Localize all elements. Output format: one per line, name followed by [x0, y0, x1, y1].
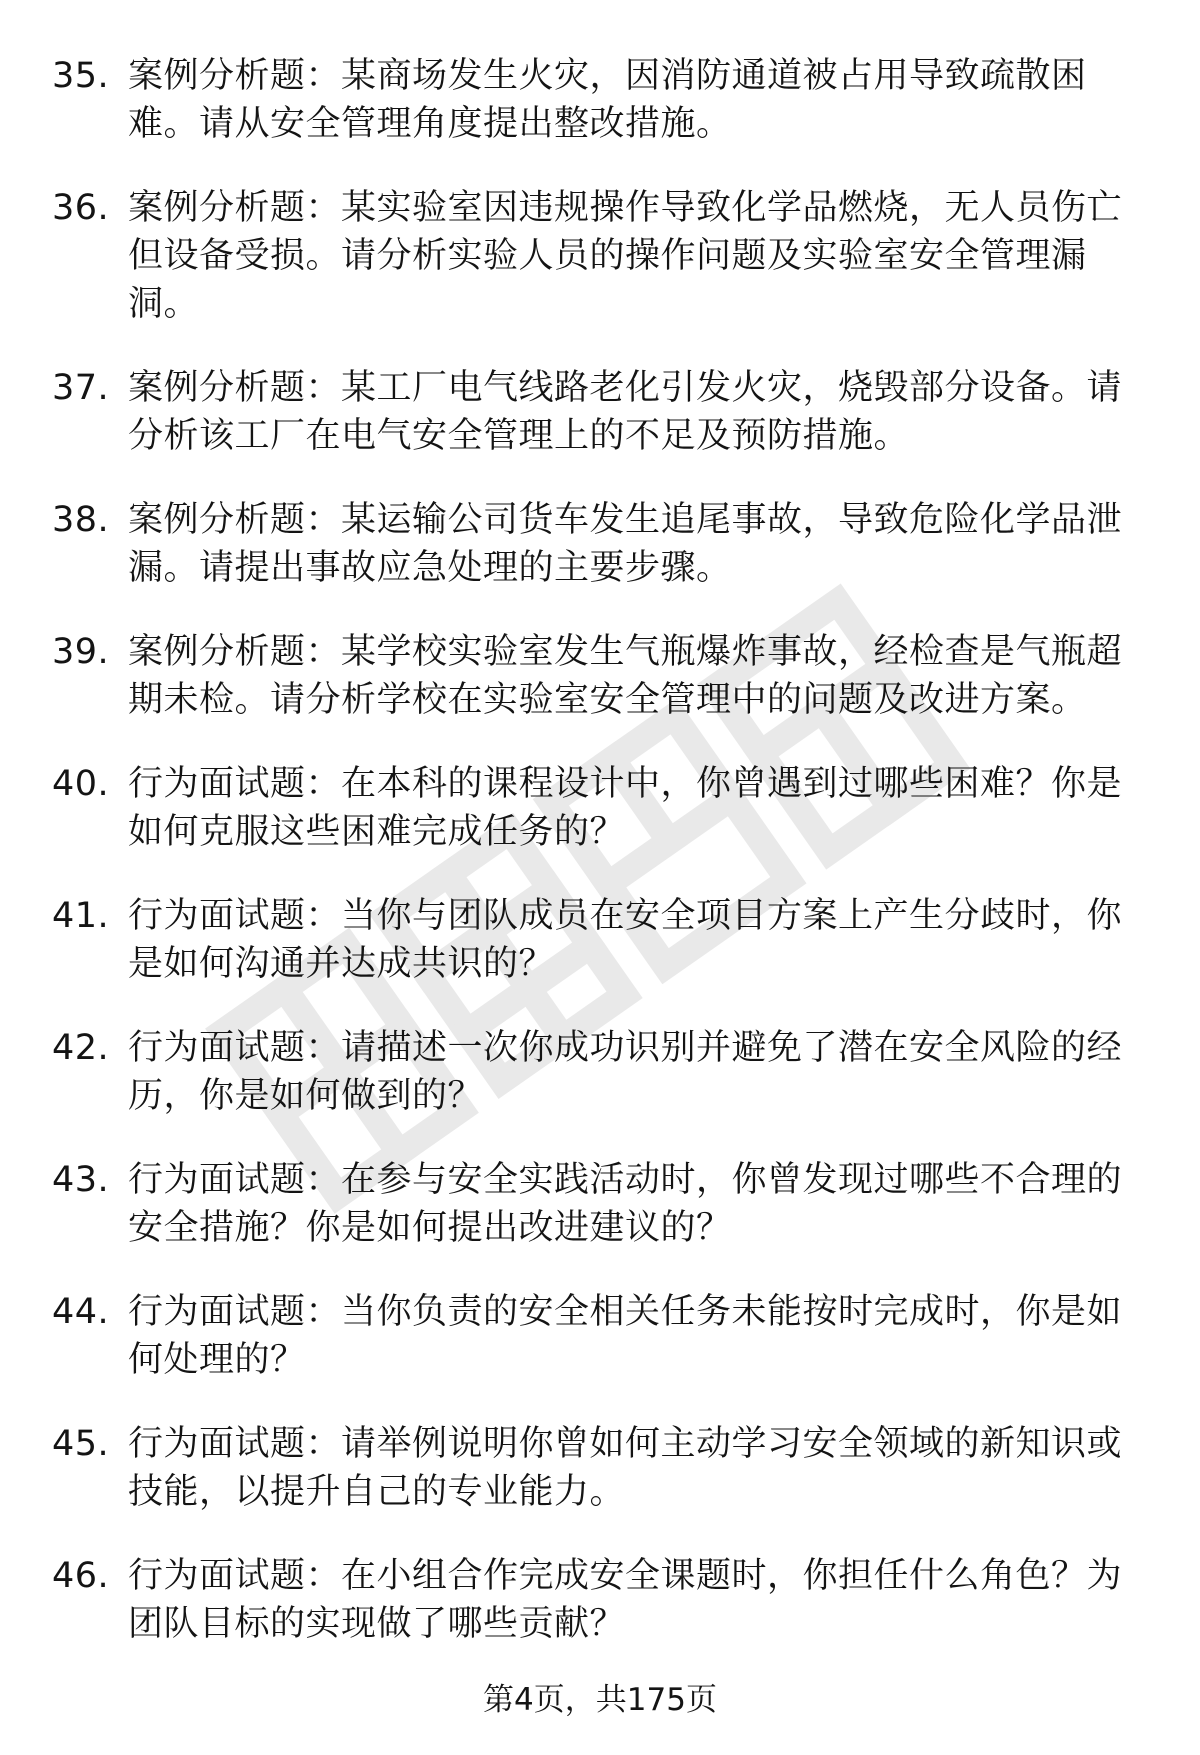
question-item [0, 1420, 1200, 1516]
question-number: 46. [52, 1556, 110, 1596]
question-item [0, 364, 1200, 460]
question-item [0, 1552, 1200, 1648]
question-text: 行为面试题：请举例说明你曾如何主动学习安全领域的新知识或技能，以提升自己的专业能力。 [128, 1424, 1123, 1512]
question-text: 行为面试题：在参与安全实践活动时，你曾发现过哪些不合理的安全措施？你是如何提出改进建议的？ [128, 1160, 1123, 1248]
question-number: 44. [52, 1292, 110, 1332]
question-item [0, 184, 1200, 328]
question-text: 案例分析题：某学校实验室发生气瓶爆炸事故，经检查是气瓶超期未检。请分析学校在实验室安全管理中的问题及改进方案。 [128, 632, 1123, 720]
question-text: 行为面试题：请描述一次你成功识别并避免了潜在安全风险的经历，你是如何做到的？ [128, 1028, 1123, 1116]
question-number: 39. [52, 632, 110, 672]
question-text: 案例分析题：某实验室因违规操作导致化学品燃烧，无人员伤亡但设备受损。请分析实验人员的操作问题及实验室安全管理漏洞。 [128, 188, 1123, 324]
question-number: 37. [52, 368, 110, 408]
page-number-footer: 第4页，共175页 [483, 1682, 717, 1718]
question-number: 41. [52, 896, 110, 936]
question-item [0, 496, 1200, 592]
question-text: 案例分析题：某运输公司货车发生追尾事故，导致危险化学品泄漏。请提出事故应急处理的主要步骤。 [128, 500, 1123, 588]
question-number: 43. [52, 1160, 110, 1200]
question-text: 行为面试题：当你负责的安全相关任务未能按时完成时，你是如何处理的？ [128, 1292, 1123, 1380]
question-number: 40. [52, 764, 110, 804]
question-item [0, 52, 1200, 148]
question-number: 42. [52, 1028, 110, 1068]
question-text: 行为面试题：在本科的课程设计中，你曾遇到过哪些困难？你是如何克服这些困难完成任务的？ [128, 764, 1123, 852]
question-number: 38. [52, 500, 110, 540]
question-item [0, 1156, 1200, 1252]
question-number: 36. [52, 188, 110, 228]
question-text: 行为面试题：当你与团队成员在安全项目方案上产生分歧时，你是如何沟通并达成共识的？ [128, 896, 1123, 984]
question-text: 案例分析题：某商场发生火灾，因消防通道被占用导致疏散困难。请从安全管理角度提出整改措施。 [128, 56, 1087, 144]
question-text: 案例分析题：某工厂电气线路老化引发火灾，烧毁部分设备。请分析该工厂在电气安全管理上的不足及预防措施。 [128, 368, 1123, 456]
question-number: 45. [52, 1424, 110, 1464]
question-item [0, 1024, 1200, 1120]
question-list [0, 52, 1200, 1684]
question-item [0, 892, 1200, 988]
question-item [0, 760, 1200, 856]
question-number: 35. [52, 56, 110, 96]
question-item [0, 1288, 1200, 1384]
question-item [0, 628, 1200, 724]
question-text: 行为面试题：在小组合作完成安全课题时，你担任什么角色？为团队目标的实现做了哪些贡献？ [128, 1556, 1123, 1644]
